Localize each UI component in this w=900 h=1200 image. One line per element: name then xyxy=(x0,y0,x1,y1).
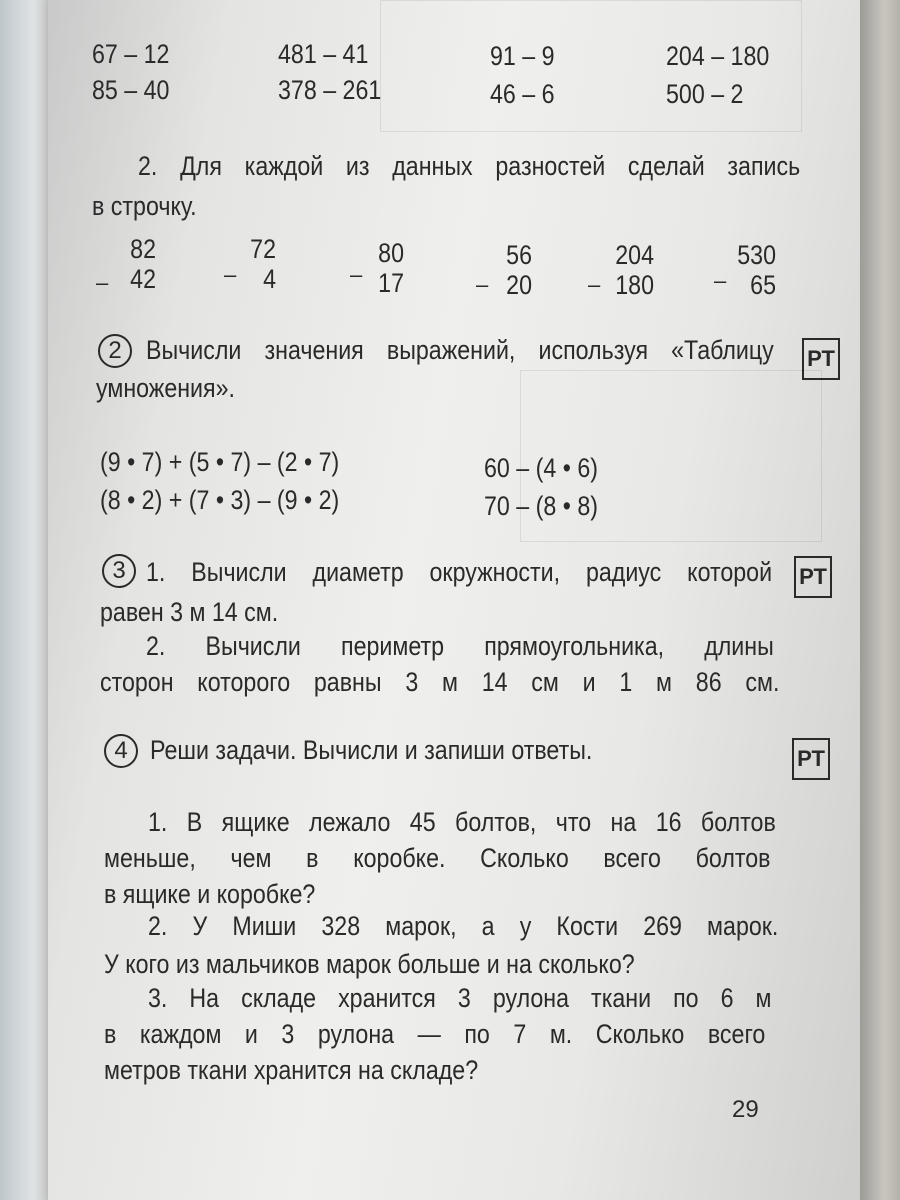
problem-text-line: в ящике и коробке? xyxy=(104,879,316,909)
subtrahend: 65 xyxy=(750,270,776,300)
minuend: 80 xyxy=(378,238,404,268)
page-number: 29 xyxy=(732,1096,759,1123)
minuend: 72 xyxy=(250,234,276,264)
example: 204 – 180 xyxy=(666,41,770,71)
problem-text: 1. В ящике лежало 45 болтов, что на 16 болтов xyxy=(148,807,776,837)
problem-text: в каждом и 3 рулона — по 7 м. Сколько всего xyxy=(104,1019,766,1049)
example: 378 – 261 xyxy=(278,75,382,105)
minuend: 204 xyxy=(615,240,654,270)
example: 500 – 2 xyxy=(666,79,744,109)
expression: 60 – (4 • 6) xyxy=(484,453,598,483)
subtrahend: 180 xyxy=(615,270,654,300)
problem-text: 3. На складе хранится 3 рулона ткани по 6 м xyxy=(148,983,772,1013)
task-number: 4 xyxy=(104,734,138,768)
example: 91 – 9 xyxy=(490,41,555,71)
subtrahend: 42 xyxy=(130,264,156,294)
task-text-line: равен 3 м 14 см. xyxy=(100,597,279,627)
workbook-badge: РТ xyxy=(794,556,832,598)
subtrahend: 4 xyxy=(263,264,276,294)
left-background xyxy=(0,0,48,1200)
example: 85 – 40 xyxy=(92,75,170,105)
minuend: 56 xyxy=(506,240,532,270)
workbook-badge: РТ xyxy=(792,738,830,780)
task-number: 2 xyxy=(98,334,132,368)
subtrahend: 17 xyxy=(378,268,404,298)
workbook-badge: РТ xyxy=(802,338,840,380)
expression: (8 • 2) + (7 • 3) – (9 • 2) xyxy=(100,485,340,515)
example: 67 – 12 xyxy=(92,39,170,69)
problem-text: 2. У Миши 328 марок, а у Кости 269 марок. xyxy=(148,911,779,941)
task-text: сторон которого равны 3 м 14 см и 1 м 86 см. xyxy=(100,667,780,697)
problem-text-line: У кого из мальчиков марок больше и на сколько? xyxy=(104,949,635,979)
subtask-text-line: в строчку. xyxy=(92,191,197,221)
page-edge xyxy=(860,0,900,1200)
task-number: 3 xyxy=(102,554,136,588)
task-text: Вычисли значения выражений, используя «Таблицу xyxy=(146,335,774,365)
example: 46 – 6 xyxy=(490,79,555,109)
task-title: Реши задачи. Вычисли и запиши ответы. xyxy=(150,735,593,765)
problem-text-line: метров ткани хранится на складе? xyxy=(104,1055,479,1085)
example: 481 – 41 xyxy=(278,39,369,69)
task-text-line: умножения». xyxy=(96,373,235,403)
task-text: 2. Вычисли периметр прямоугольника, длины xyxy=(146,631,774,661)
subtask-text: 2. Для каждой из данных разностей сделай запись xyxy=(138,151,801,181)
subtrahend: 20 xyxy=(506,270,532,300)
minuend: 82 xyxy=(130,234,156,264)
task-text: 1. Вычисли диаметр окружности, радиус которой xyxy=(146,557,773,587)
minuend: 530 xyxy=(737,240,776,270)
problem-text: меньше, чем в коробке. Сколько всего болтов xyxy=(104,843,771,873)
expression: 70 – (8 • 8) xyxy=(484,491,598,521)
expression: (9 • 7) + (5 • 7) – (2 • 7) xyxy=(100,447,340,477)
